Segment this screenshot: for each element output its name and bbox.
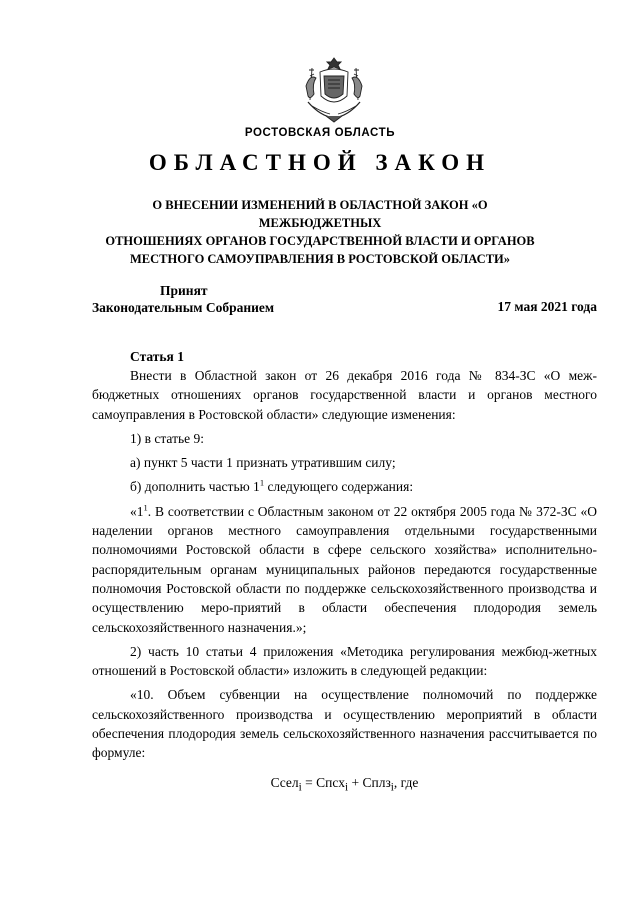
list-item: б) дополнить частью $1^1$ следующего содержания: xyxy=(130,477,414,495)
article-heading: Статья 1 xyxy=(130,349,184,364)
law-subject xyxy=(90,196,550,268)
law-subject-line: МЕСТНОГО САМОУПРАВЛЕНИЯ В РОСТОВСКОЙ ОБЛАСТИ» xyxy=(130,252,510,266)
quoted-provision: «10. Объем субвенции на осуществление полномочий по поддержке сельскохозяйственного производства и осуществлению мероприятий в области обеспечения плодородия земель сельскохозяйственного назначения рассчитывается по формуле: xyxy=(92,687,597,761)
law-subject-line: ОТНОШЕНИЯХ ОРГАНОВ ГОСУДАРСТВЕННОЙ ВЛАСТИ И ОРГАНОВ xyxy=(105,234,535,248)
list-item: а) пункт 5 части 1 признать утратившим силу; xyxy=(130,455,396,471)
adoption-date: 17 мая 2021 года xyxy=(497,299,597,314)
formula: Ссел$_i$ = Спсх$_i$ + Сплз$_i$, где xyxy=(270,774,419,794)
article-body xyxy=(92,366,597,803)
region-name: РОСТОВСКАЯ ОБЛАСТЬ xyxy=(244,127,396,139)
coat-of-arms-icon xyxy=(300,56,368,126)
quoted-provision: «$1^1$. В соответствии с Областным законом от 22 октября 2005 года № 372-ЗС «О наделении органов местного самоуправления отдельными государственными полномочиями Ростовской области в сфере сельского хозяйства» исполнительно-распорядительным органам муниципальных районов передаются государственные полномочия Ростовской области по поддержке сельскохозяйственного производства и осуществлению меро-приятий в области обеспечения плодородия земель сельскохозяйственного назначения.»; xyxy=(92,502,597,635)
adopted-by: Законодательным Собранием xyxy=(92,300,275,315)
law-subject-line: О ВНЕСЕНИИ ИЗМЕНЕНИЙ В ОБЛАСТНОЙ ЗАКОН «О МЕЖБЮДЖЕТНЫХ xyxy=(152,198,488,230)
adoption-block xyxy=(92,282,274,316)
list-item: 1) в статье 9: xyxy=(130,430,204,446)
page-title: ОБЛАСТНОЙ ЗАКОН xyxy=(148,150,492,175)
list-item: 2) часть 10 статьи 4 приложения «Методика регулирования межбюд-жетных отношений в Ростовской области» изложить в следующей редакции: xyxy=(92,643,597,679)
adopted-label: Принят xyxy=(160,283,208,298)
article-intro: Внести в Областной закон от 26 декабря 2016 года № 834-ЗС «О меж-бюджетных отношениях органов государственной власти и органов местного самоуправления в Ростовской области» следующие изменения: xyxy=(92,368,597,422)
